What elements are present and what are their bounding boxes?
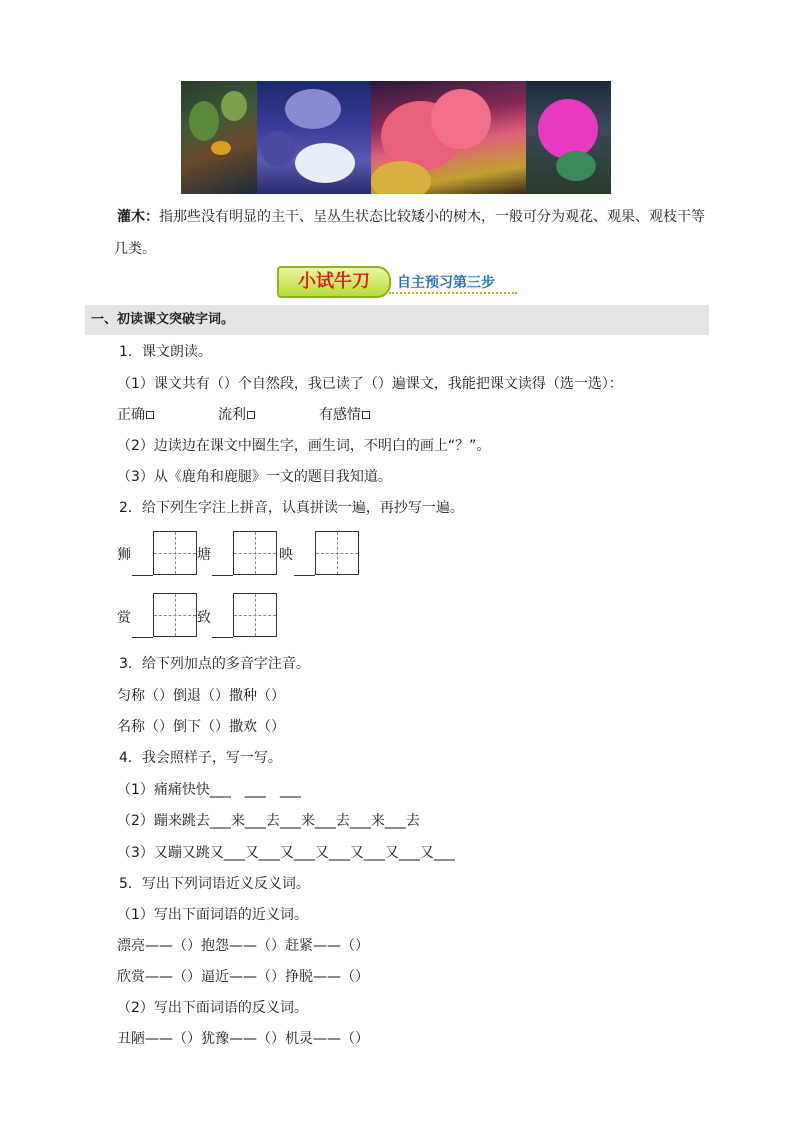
section-banner [277,266,527,298]
q5-ant-row1: 丑陋——（）犹豫——（）机灵——（） [117,1031,369,1047]
char-tang: 塘 [197,547,211,563]
tianzige-cell[interactable] [315,531,359,575]
shrub-definition-line1: 灌木：指那些没有明显的主干、呈丛生状态比较矮小的树木，一般可分为观花、观果、观枝干等 [117,209,705,225]
tianzige-cell[interactable] [233,531,277,575]
pinyin-blank[interactable] [212,637,233,638]
shrub-definition-line2: 几类。 [114,241,156,257]
q5-syn-row2: 欣赏——（）逼近——（）挣脱——（） [117,969,369,985]
pinyin-blank[interactable] [132,575,153,576]
coral-photo-4 [526,81,611,194]
q5-title: 5．写出下列词语近义反义词。 [119,876,310,892]
q1-sub3: （3）从《鹿角和鹿腿》一文的题目我知道。 [117,469,392,485]
q5-syn-row1: 漂亮——（）抱怨——（）赶紧——（） [117,938,369,954]
banner-title: 小试牛刀 [277,266,391,298]
q1-sub2: （2）边读边在课文中圈生字，画生词，不明白的画上“？”。 [117,438,491,454]
char-ying: 映 [279,547,293,563]
banner-dotted-line [389,292,517,294]
checkbox-emotional[interactable] [362,411,370,419]
tianzige-cell[interactable] [153,531,197,575]
q1-title: 1．课文朗读。 [119,344,212,360]
option-correct: 正确 [117,407,145,423]
q2-title: 2．给下列生字注上拼音，认真拼读一遍，再抄写一遍。 [119,500,464,516]
q4-title: 4．我会照样子，写一写。 [119,750,282,766]
checkbox-correct[interactable] [146,411,154,419]
option-fluent: 流利 [218,407,246,423]
checkbox-fluent[interactable] [247,411,255,419]
pinyin-blank[interactable] [132,637,153,638]
q3-row2: 名称（）倒下（）撒欢（） [117,719,285,735]
tianzige-cell[interactable] [233,593,277,637]
coral-photo-2 [257,81,371,194]
option-emotional: 有感情 [319,407,361,423]
char-zhi: 致 [197,610,211,626]
banner-subtitle: 自主预习第三步 [397,275,495,291]
q3-row1: 匀称（）倒退（）撒种（） [117,688,285,704]
q5-sub1: （1）写出下面词语的近义词。 [117,907,308,923]
char-shang: 赏 [117,610,131,626]
q1-options [117,405,370,425]
q4-sub2: （2）蹦来跳去___来___去___来___去___来___去 [117,813,420,829]
coral-photo-3 [371,81,526,194]
term-label: 灌木 [117,209,145,225]
coral-photo-1 [181,81,257,194]
section-heading: 一、初读课文突破字词。 [85,305,709,335]
q4-sub1: （1）痛痛快快___ ___ ___ [117,782,301,798]
definition-text: 指那些没有明显的主干、呈丛生状态比较矮小的树木，一般可分为观花、观果、观枝干等 [159,209,705,225]
coral-photo-strip [181,81,611,194]
q4-sub3: （3）又蹦又跳又___又___又___又___又___又___又___ [117,845,455,861]
char-shi: 狮 [117,547,131,563]
pinyin-blank[interactable] [294,575,315,576]
q5-sub2: （2）写出下面词语的反义词。 [117,1000,308,1016]
tianzige-cell[interactable] [153,593,197,637]
pinyin-blank[interactable] [212,575,233,576]
q1-sub1: （1）课文共有（）个自然段，我已读了（）遍课文，我能把课文读得（选一选）： [117,376,623,392]
q3-title: 3．给下列加点的多音字注音。 [119,656,310,672]
